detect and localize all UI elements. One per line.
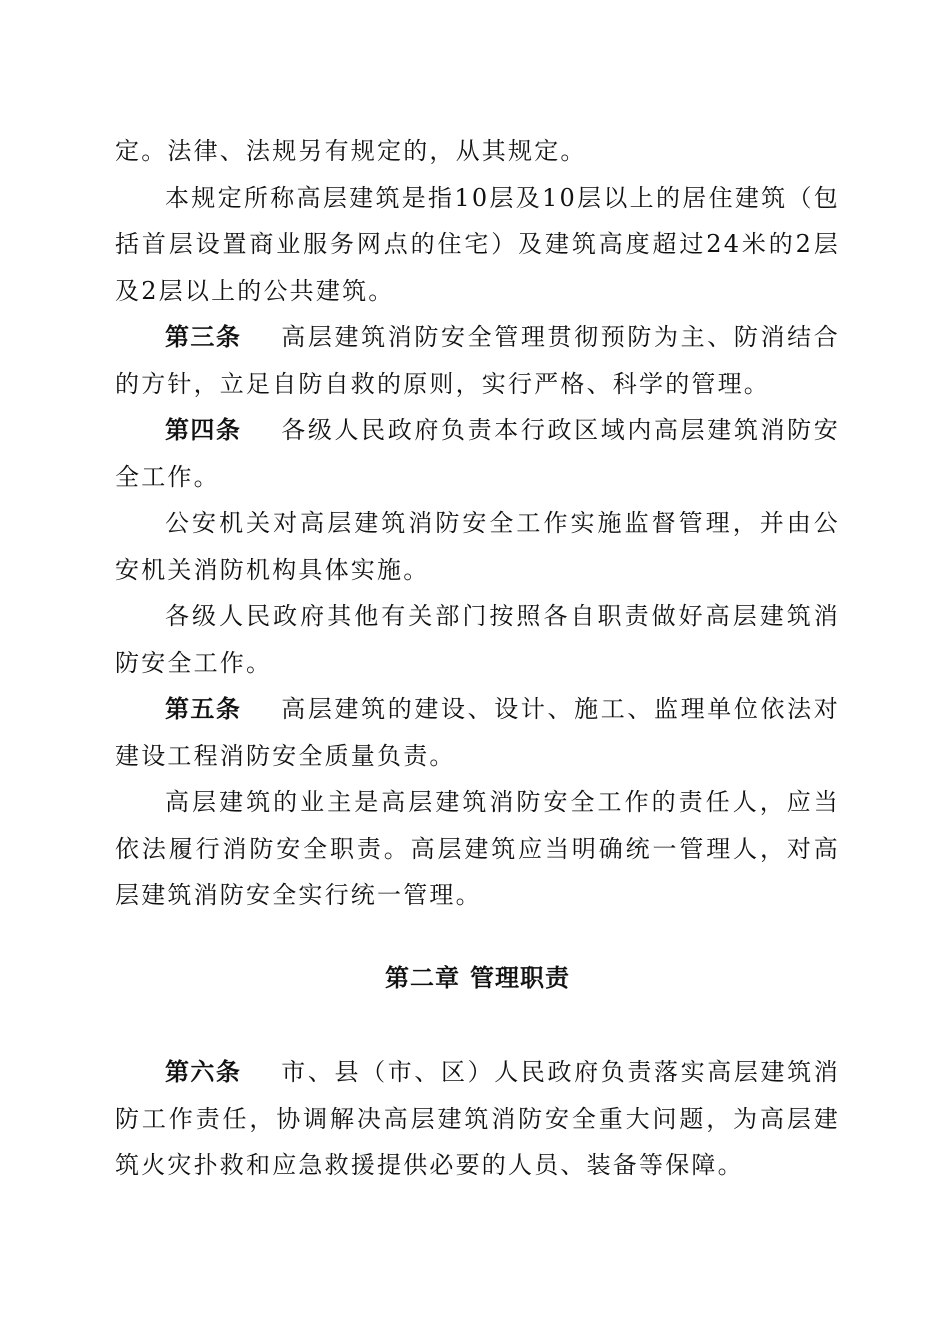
article-5-text: 高层建筑的建设、设计、施工、监理单位依法对建设工程消防安全质量负责。 [115,695,840,770]
chapter-heading [115,955,840,1002]
article-6-paragraph [115,1049,840,1189]
article-5-paragraph [115,686,840,779]
article-3-label: 第三条 [165,323,242,351]
article-3-paragraph [115,314,840,407]
article-4-paragraph-2: 公安机关对高层建筑消防安全工作实施监督管理，并由公安机关消防机构具体实施。 [115,509,840,584]
continuation-paragraph: 定。法律、法规另有规定的，从其规定。 [115,137,587,165]
document-page [115,128,840,1189]
chapter-number: 第二章 [385,963,460,992]
article-5-paragraph-2: 高层建筑的业主是高层建筑消防安全工作的责任人，应当依法履行消防安全职责。高层建筑应当明确统一管理人，对高层建筑消防安全实行统一管理。 [115,788,840,909]
article-4-text: 各级人民政府负责本行政区域内高层建筑消防安全工作。 [115,416,840,491]
article-4-label: 第四条 [165,416,242,444]
article-6-text: 市、县（市、区）人民政府负责落实高层建筑消防工作责任，协调解决高层建筑消防安全重大问题，为高层建筑火灾扑救和应急救援提供必要的人员、装备等保障。 [115,1058,840,1179]
definition-paragraph: 本规定所称高层建筑是指10层及10层以上的居住建筑（包括首层设置商业服务网点的住宅）及建筑高度超过24米的2层及2层以上的公共建筑。 [115,183,840,305]
article-4-paragraph-3: 各级人民政府其他有关部门按照各自职责做好高层建筑消防安全工作。 [115,602,840,677]
article-6-label: 第六条 [165,1058,242,1086]
article-5-label: 第五条 [165,695,242,723]
article-4-paragraph [115,407,840,500]
chapter-title: 管理职责 [470,963,570,992]
article-3-text: 高层建筑消防安全管理贯彻预防为主、防消结合的方针，立足自防自救的原则，实行严格、科学的管理。 [115,323,840,398]
